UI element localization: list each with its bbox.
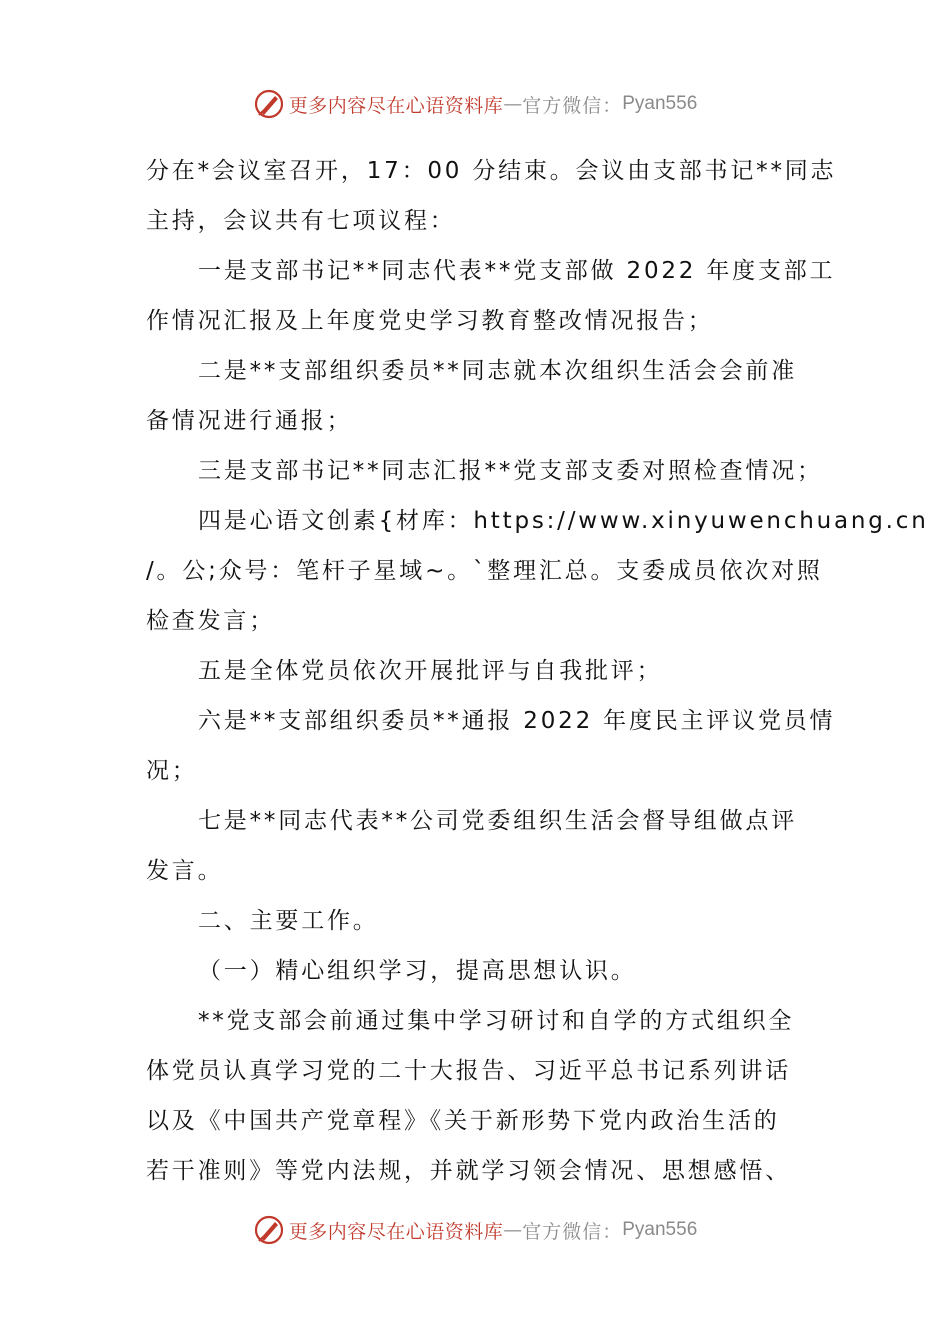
- banner-wechat-id: Pyan556: [622, 93, 698, 114]
- agenda-item-7: 七是**同志代表**公司党委组织生活会督导组做点评: [198, 808, 797, 834]
- paragraph-start: **党支部会前通过集中学习研讨和自学的方式组织全: [198, 1008, 795, 1034]
- text-line: 备情况进行通报；: [146, 408, 353, 434]
- banner-wechat-id: Pyan556: [622, 1219, 698, 1240]
- agenda-item-2: 二是**支部组织委员**同志就本次组织生活会会前准: [198, 358, 797, 384]
- agenda-item-1: 一是支部书记**同志代表**党支部做 2022 年度支部工: [198, 258, 836, 284]
- agenda-item-5: 五是全体党员依次开展批评与自我批评；: [198, 658, 663, 684]
- text-line: 况；: [146, 758, 198, 784]
- banner-dash: —: [503, 1219, 523, 1241]
- text-line: 主持，会议共有七项议程：: [146, 208, 456, 234]
- text-line: 以及《中国共产党章程》《关于新形势下党内政治生活的: [146, 1108, 780, 1134]
- header-banner: [0, 84, 950, 124]
- banner-wechat-label: 官方微信：: [522, 1220, 623, 1243]
- agenda-item-4: 四是心语文创素{材库：https://www.xinyuwenchuang.cn: [198, 508, 929, 534]
- document-body: [146, 146, 929, 1196]
- banner-brand-text: 更多内容尽在心语资料库: [288, 1220, 504, 1243]
- text-line: 若干准则》等党内法规，并就学习领会情况、思想感悟、: [146, 1158, 791, 1184]
- text-line: 发言。: [146, 858, 224, 884]
- banner-wechat-label: 官方微信：: [522, 94, 623, 117]
- agenda-item-6: 六是**支部组织委员**通报 2022 年度民主评议党员情: [198, 708, 836, 734]
- text-line: 体党员认真学习党的二十大报告、习近平总书记系列讲话: [146, 1058, 791, 1084]
- banner-dash: —: [503, 93, 523, 115]
- text-line: 分在*会议室召开，17：00 分结束。会议由支部书记**同志: [146, 158, 837, 184]
- section-heading: 二、主要工作。: [198, 908, 379, 934]
- quill-logo-icon: [253, 88, 285, 120]
- text-line: 检查发言；: [146, 608, 275, 634]
- footer-banner: [0, 1210, 950, 1250]
- banner-brand-text: 更多内容尽在心语资料库: [288, 94, 504, 117]
- text-line: /。公;众号：笔杆子星域~。`整理汇总。支委成员依次对照: [146, 558, 823, 584]
- quill-logo-icon: [253, 1214, 285, 1246]
- text-line: 作情况汇报及上年度党史学习教育整改情况报告；: [146, 308, 714, 334]
- subsection-heading: （一）精心组织学习，提高思想认识。: [198, 958, 637, 984]
- agenda-item-3: 三是支部书记**同志汇报**党支部支委对照检查情况；: [198, 458, 823, 484]
